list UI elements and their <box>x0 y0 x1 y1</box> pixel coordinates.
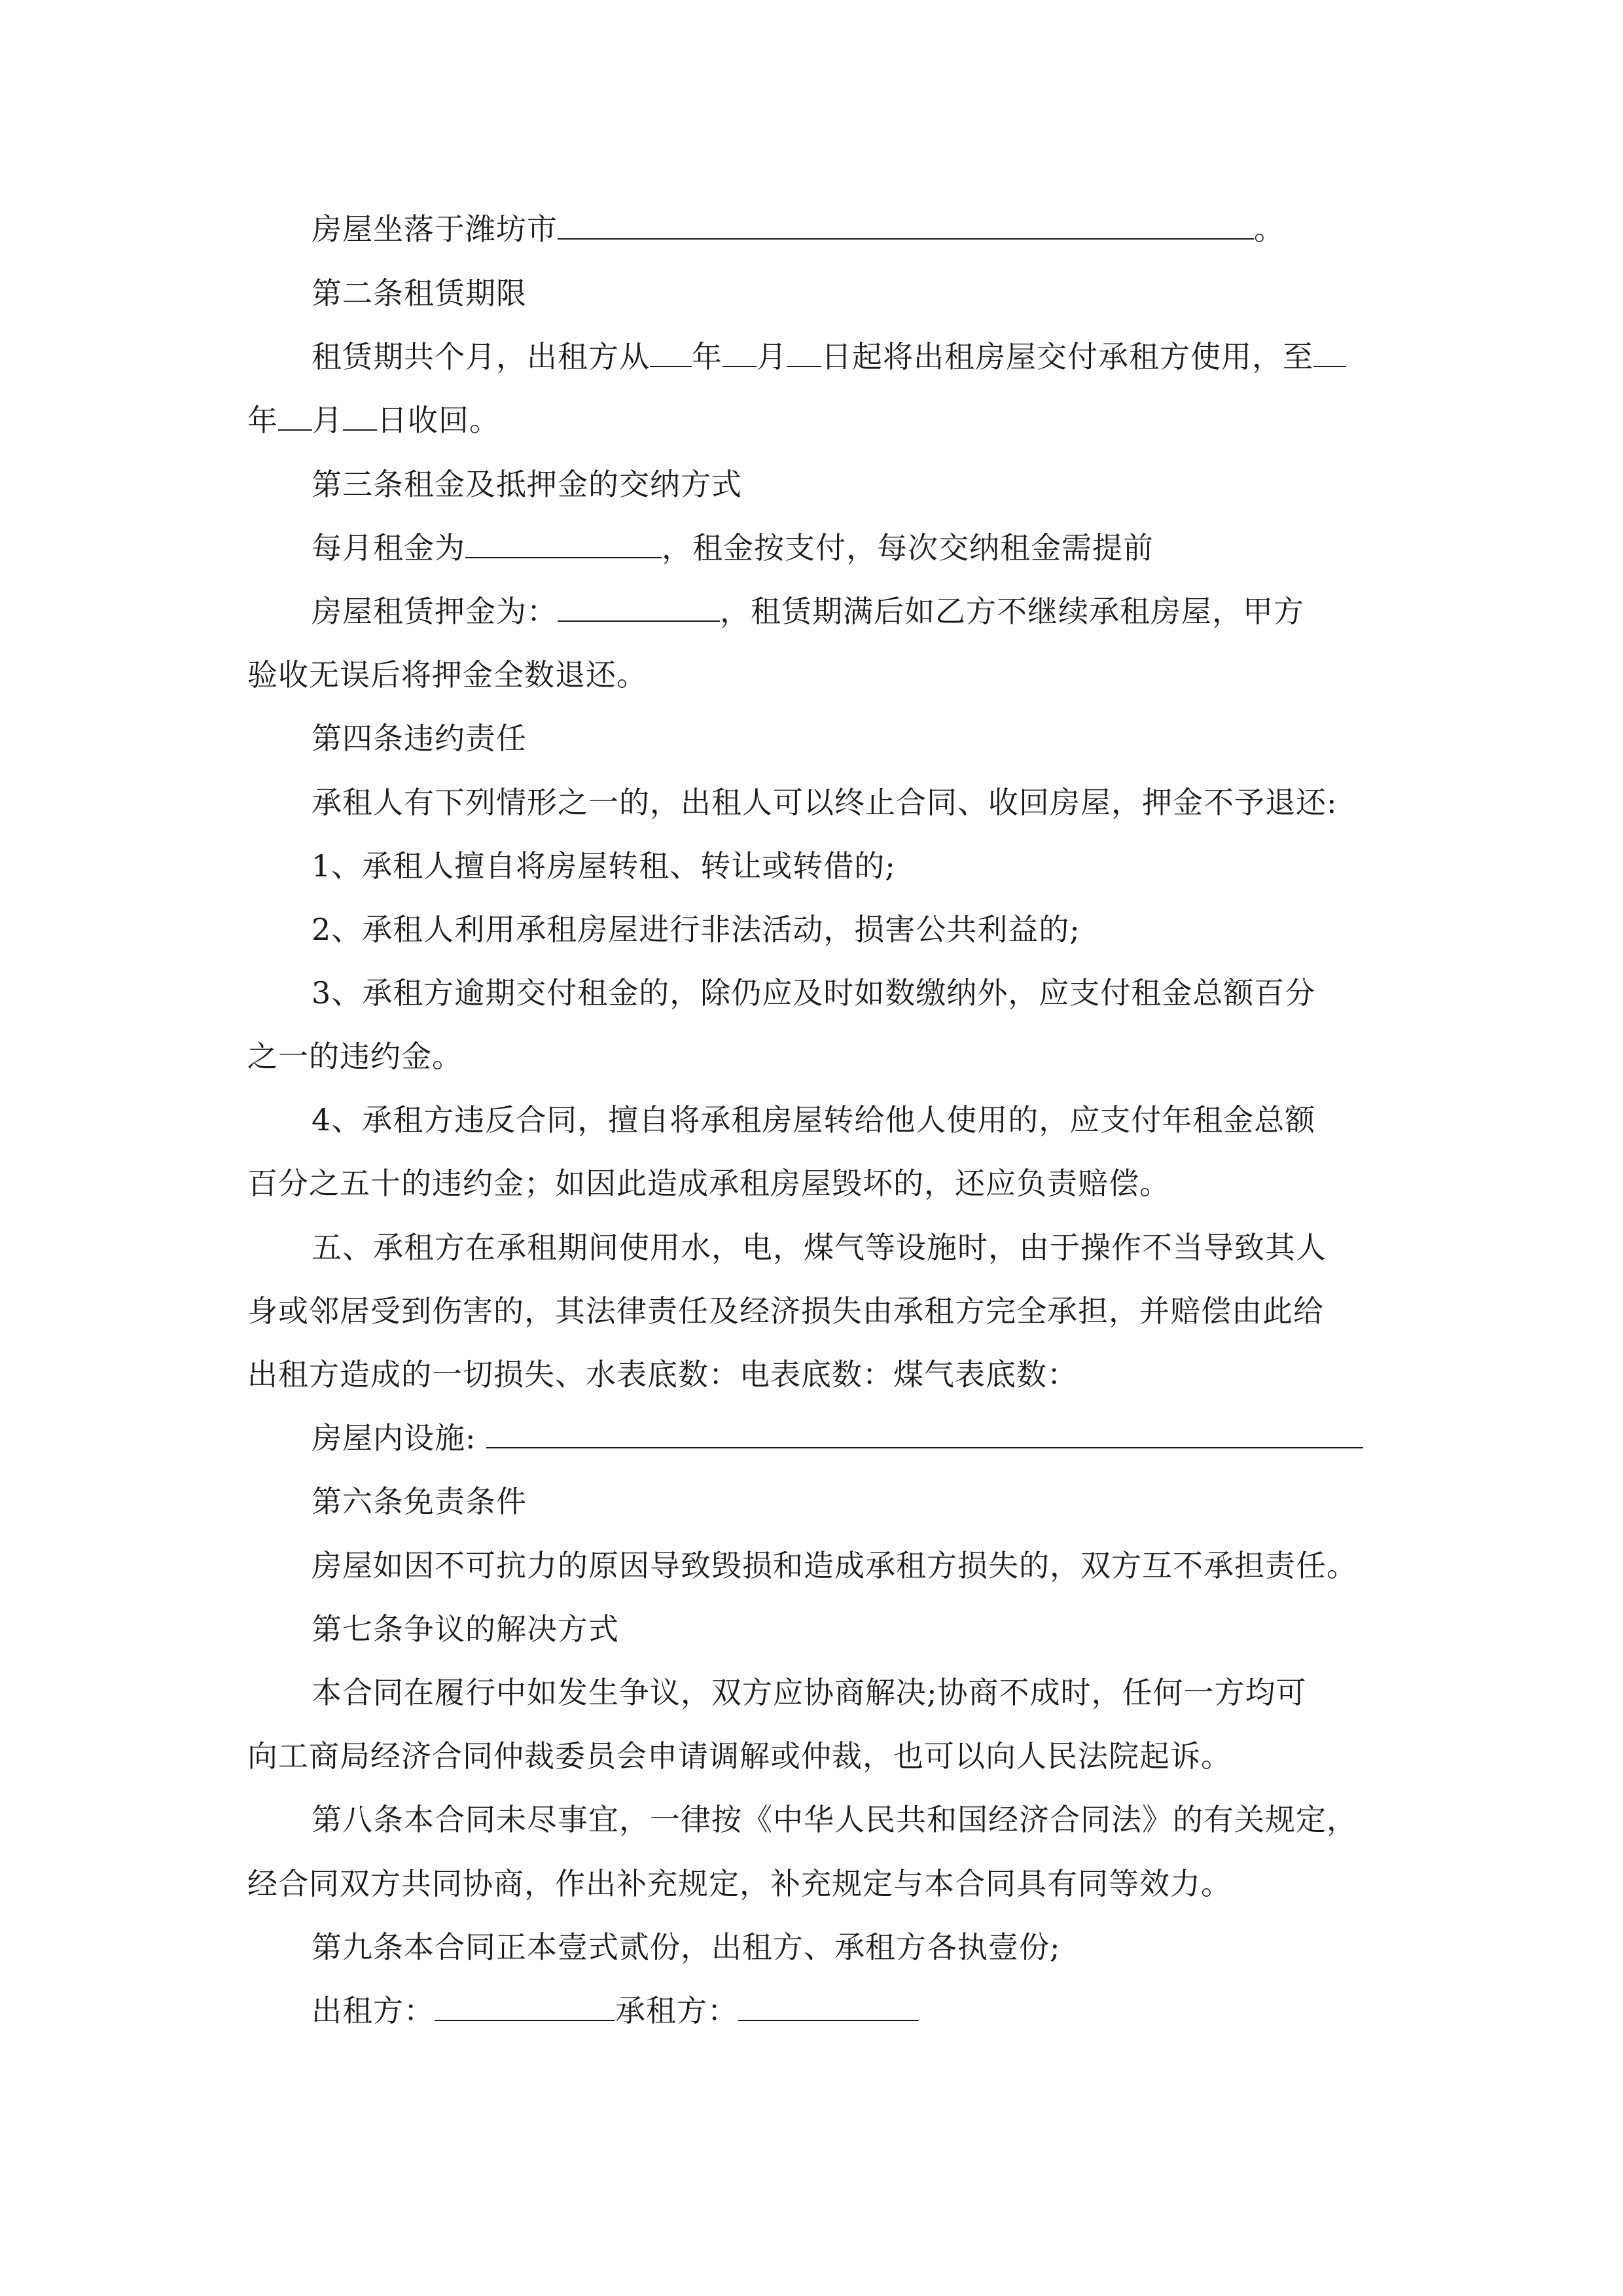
article5-line1: 五、承租方在承租期间使用水，电，煤气等设施时，由于操作不当导致其人 <box>312 1230 1327 1265</box>
deposit-blank <box>558 592 720 622</box>
article6-body: 房屋如因不可抗力的原因导致毁损和造成承租方损失的，双方互不承担责任。 <box>312 1548 1357 1583</box>
article5-line2: 身或邻居受到伤害的，其法律责任及经济损失由承租方完全承担，并赔偿由此给 <box>247 1293 1324 1329</box>
location-line <box>312 209 1285 249</box>
facilities-blank <box>486 1418 1363 1448</box>
location-label: 房屋坐落于潍坊市 <box>312 211 558 247</box>
article4-item4-line1: 4、承租方违反合同，擅自将承租房屋转给他人使用的，应支付年租金总额 <box>312 1102 1316 1138</box>
lessor-label: 出租方： <box>312 1993 435 2028</box>
lessor-blank <box>435 1991 615 2021</box>
signature-line <box>312 1991 919 2030</box>
article4-item1: 1、承租人擅自将房屋转租、转让或转借的; <box>312 848 896 884</box>
article7-line1: 本合同在履行中如发生争议，双方应协商解决;协商不成时，任何一方均可 <box>312 1675 1307 1710</box>
article8-line2: 经合同双方共同协商，作出补充规定，补充规定与本合同具有同等效力。 <box>247 1866 1232 1901</box>
start-month-blank <box>722 337 757 367</box>
article4-item3-line1: 3、承租方逾期交付租金的，除仍应及时如数缴纳外，应支付租金总额百分 <box>312 975 1316 1011</box>
start-day-blank <box>787 337 821 367</box>
article6-title: 第六条免责条件 <box>312 1484 527 1519</box>
location-end: 。 <box>1254 211 1285 247</box>
article5-line3: 出租方造成的一切损失、水表底数：电表底数：煤气表底数： <box>247 1357 1078 1392</box>
article4-title: 第四条违约责任 <box>312 721 527 756</box>
end-day-blank <box>343 401 377 431</box>
rent-blank <box>465 528 662 558</box>
article7-line2: 向工商局经济合同仲裁委员会申请调解或仲裁，也可以向人民法院起诉。 <box>247 1738 1232 1774</box>
facilities-line: 房屋内设施: <box>312 1418 1363 1458</box>
article4-item2: 2、承租人利用承租房屋进行非法活动，损害公共利益的; <box>312 912 1080 947</box>
article3-title: 第三条租金及抵押金的交纳方式 <box>312 467 742 502</box>
article4-item4-line2: 百分之五十的违约金；如因此造成承租房屋毁坏的，还应负责赔偿。 <box>247 1166 1170 1201</box>
start-year-blank <box>650 337 692 367</box>
deposit-line1: 房屋租赁押金为： ，租赁期满后如乙方不继续承租房屋，甲方 <box>312 592 1304 631</box>
article9-body: 第九条本合同正本壹式贰份，出租方、承租方各执壹份; <box>312 1929 1061 1965</box>
end-month-blank <box>278 401 312 431</box>
article4-intro: 承租人有下列情形之一的，出租人可以终止合同、收回房屋，押金不予退还: <box>312 785 1338 820</box>
article7-title: 第七条争议的解决方式 <box>312 1611 619 1647</box>
article2-title: 第二条租赁期限 <box>312 276 527 311</box>
lessee-label: 承租方： <box>615 1993 738 2028</box>
location-blank <box>558 209 1254 240</box>
article2-term-line1: 租赁期共个月，出租方从 年 月 日起将出租房屋交付承租方使用，至 <box>312 337 1346 376</box>
lessee-blank <box>738 1991 919 2021</box>
rent-line: 每月租金为 ，租金按支付，每次交纳租金需提前 <box>312 528 1154 567</box>
article8-line1: 第八条本合同未尽事宜，一律按《中华人民共和国经济合同法》的有关规定， <box>312 1802 1357 1837</box>
deposit-line2: 验收无误后将押金全数退还。 <box>247 657 647 692</box>
end-year-blank-part1 <box>1313 337 1346 367</box>
article2-term-line2: 年 月 日收回。 <box>247 401 500 440</box>
article4-item3-line2: 之一的违约金。 <box>247 1039 463 1074</box>
